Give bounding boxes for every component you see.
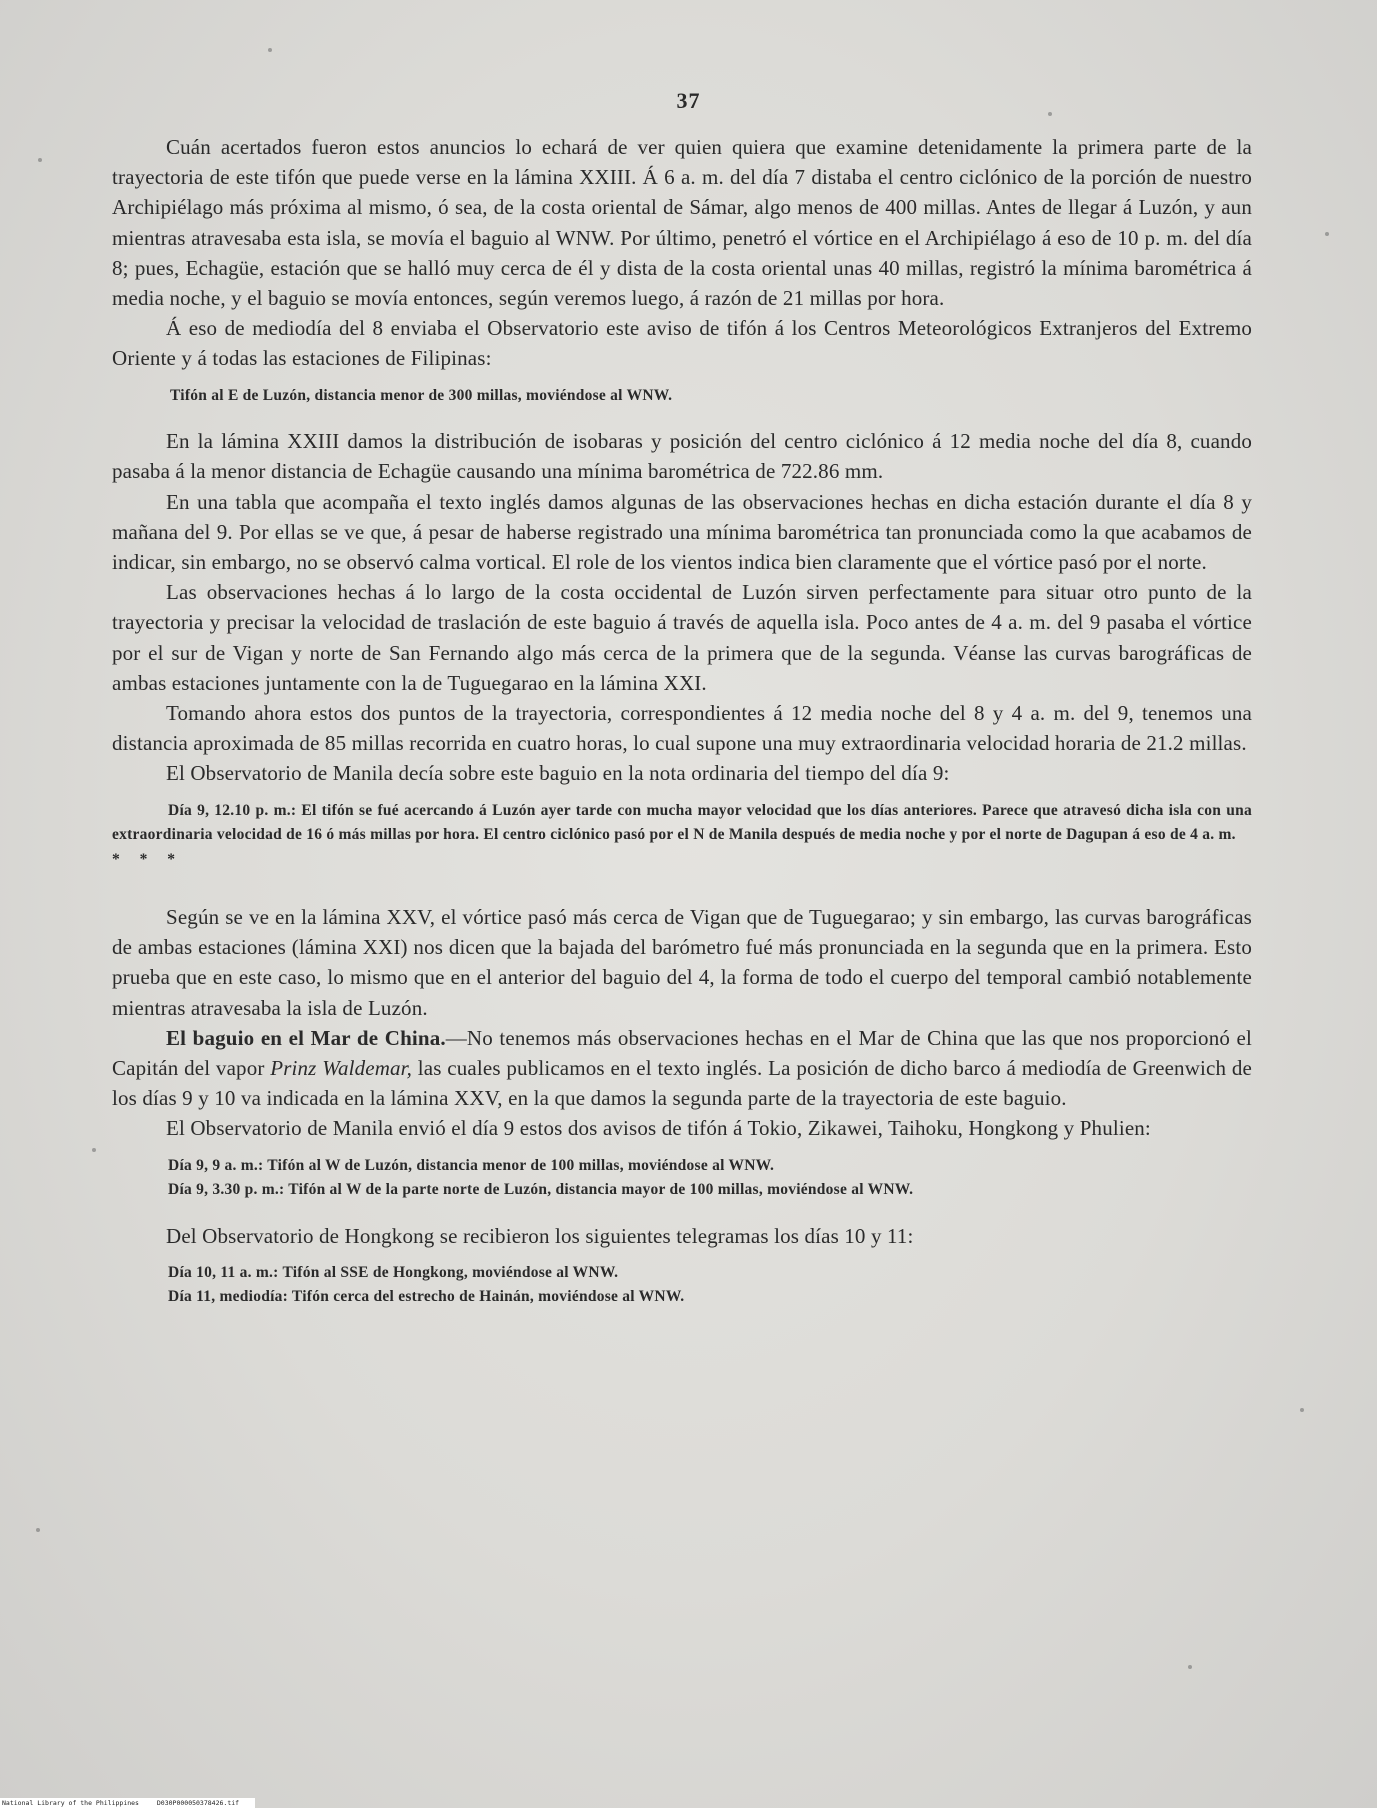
paragraph: Cuán acertados fueron estos anuncios lo echará de ver quien quiera que examine detenidamente la primera parte de la trayectoria de este tifón que puede verse en la lámina XXIII. Á 6 a. m. del día 7 distaba el centro ciclónico de la porción de nuestro Archipiélago más próxima al mismo, ó sea, de la costa oriental de Sámar, algo menos de 400 millas. Antes de llegar á Luzón, y aun mientras atravesaba esta isla, se movía el baguio al WNW. Por último, penetró el vórtice en el Archipiélago á eso de 10 p. m. del día 8; pues, Echagüe, estación que se halló muy cerca de él y dista de la costa oriental unas 40 millas, registró la mínima barométrica á media noche, y el baguio se movía entonces, según veremos luego, á razón de 21 millas por hora.: [112, 135, 1252, 311]
paragraph-text: las cuales publicamos en el texto inglés. La posición de dicho barco á mediodía de Greenwich de los días 9 y 10 va indicada en la lámina XXV, en la que damos la segunda parte de la trayectoria de este baguio.: [112, 1056, 1252, 1111]
scan-speck: [36, 1528, 40, 1532]
paragraph: Del Observatorio de Hongkong se recibieron los siguientes telegramas los días 10 y 11:: [166, 1223, 914, 1248]
library-name: National Library of the Philippines: [2, 1799, 139, 1807]
body-text: [112, 132, 1252, 1310]
paragraph: Según se ve en la lámina XXV, el vórtice pasó más cerca de Vigan que de Tuguegarao; y sin embargo, las curvas barográficas de ambas estaciones (lámina XXI) nos dicen que la bajada del barómetro fué más pronunciada en la segunda que en la primera. Esto prueba que en este caso, lo mismo que en el anterior del baguio del 4, la forma de todo el cuerpo del temporal cambió notablemente mientras atravesaba la isla de Luzón.: [112, 905, 1252, 1020]
file-id: D030P000050378426.tif: [156, 1799, 240, 1807]
telegram-quote: Día 9, 9 a. m.: Tifón al W de Luzón, distancia menor de 100 millas, moviéndose al WNW.: [168, 1156, 775, 1174]
telegram-quote: Día 9, 3.30 p. m.: Tifón al W de la parte norte de Luzón, distancia mayor de 100 millas, moviéndose al WNW.: [168, 1181, 914, 1199]
scan-speck: [268, 48, 272, 52]
scan-speck: [38, 158, 42, 162]
telegram-quote: Día 10, 11 a. m.: Tifón al SSE de Hongkong, moviéndose al WNW.: [168, 1263, 619, 1281]
weather-note-quote: Día 9, 12.10 p. m.: El tifón se fué acercando á Luzón ayer tarde con mucha mayor velocidad que los días anteriores. Parece que atravesó dicha isla con una extraordinaria velocidad de 16 ó más millas por hora. El centro ciclónico pasó por el N de Manila después de media noche y por el norte de Dagupan á eso de 4 a. m.: [112, 801, 1252, 844]
quote-ellipsis: * * *: [112, 850, 183, 868]
scan-speck: [1188, 1665, 1192, 1669]
paragraph-text: —No tenemos más observaciones hechas en el Mar de China que las que nos proporcionó el Capitán del vapor: [112, 1025, 1252, 1081]
page-number: 37: [676, 88, 701, 113]
scan-speck: [1325, 232, 1329, 236]
paragraph: Las observaciones hechas á lo largo de la costa occidental de Luzón sirven perfectamente para situar otro punto de la trayectoria y precisar la velocidad de traslación de este baguio á través de aquella isla. Poco antes de 4 a. m. del 9 pasaba el vórtice por el sur de Vigan y norte de San Fernando algo más cerca de la primera que de la segunda. Véanse las curvas barográficas de ambas estaciones juntamente con la de Tuguegarao en la lámina XXI.: [112, 580, 1252, 695]
paragraph: Tomando ahora estos dos puntos de la trayectoria, correspondientes á 12 media noche del 8 y 4 a. m. del 9, tenemos una distancia aproximada de 85 millas recorrida en cuatro horas, lo cual supone una muy extraordinaria velocidad horaria de 21.2 millas.: [112, 700, 1252, 756]
paragraph: Á eso de mediodía del 8 enviaba el Observatorio este aviso de tifón á los Centros Meteorológicos Extranjeros del Extremo Oriente y á todas las estaciones de Filipinas:: [112, 316, 1252, 371]
ship-name: Prinz Waldemar,: [270, 1056, 413, 1081]
telegram-quote: Tifón al E de Luzón, distancia menor de 300 millas, moviéndose al WNW.: [170, 386, 673, 404]
paragraph: El Observatorio de Manila decía sobre este baguio en la nota ordinaria del tiempo del día 9:: [166, 761, 950, 786]
section-heading: El baguio en el Mar de China.: [166, 1025, 446, 1050]
paragraph: En la lámina XXIII damos la distribución de isobaras y posición del centro ciclónico á 12 media noche del día 8, cuando pasaba á la menor distancia de Echagüe causando una mínima barométrica de 722.86 mm.: [112, 429, 1252, 484]
scan-speck: [1300, 1408, 1304, 1412]
paragraph: El Observatorio de Manila envió el día 9 estos dos avisos de tifón á Tokio, Zikawei, Taihoku, Hongkong y Phulien:: [166, 1116, 1151, 1141]
scan-footer: [0, 1798, 255, 1808]
telegram-quote: Día 11, mediodía: Tifón cerca del estrecho de Hainán, moviéndose al WNW.: [168, 1288, 685, 1306]
paragraph-china-sea: [112, 1023, 1252, 1114]
paragraph: En una tabla que acompaña el texto inglés damos algunas de las observaciones hechas en dicha estación durante el día 8 y mañana del 9. Por ellas se ve que, á pesar de haberse registrado una mínima barométrica tan pronunciada como la que acabamos de indicar, sin embargo, no se observó calma vortical. El role de los vientos indica bien claramente que el vórtice pasó por el norte.: [112, 489, 1252, 574]
scan-speck: [92, 1148, 96, 1152]
